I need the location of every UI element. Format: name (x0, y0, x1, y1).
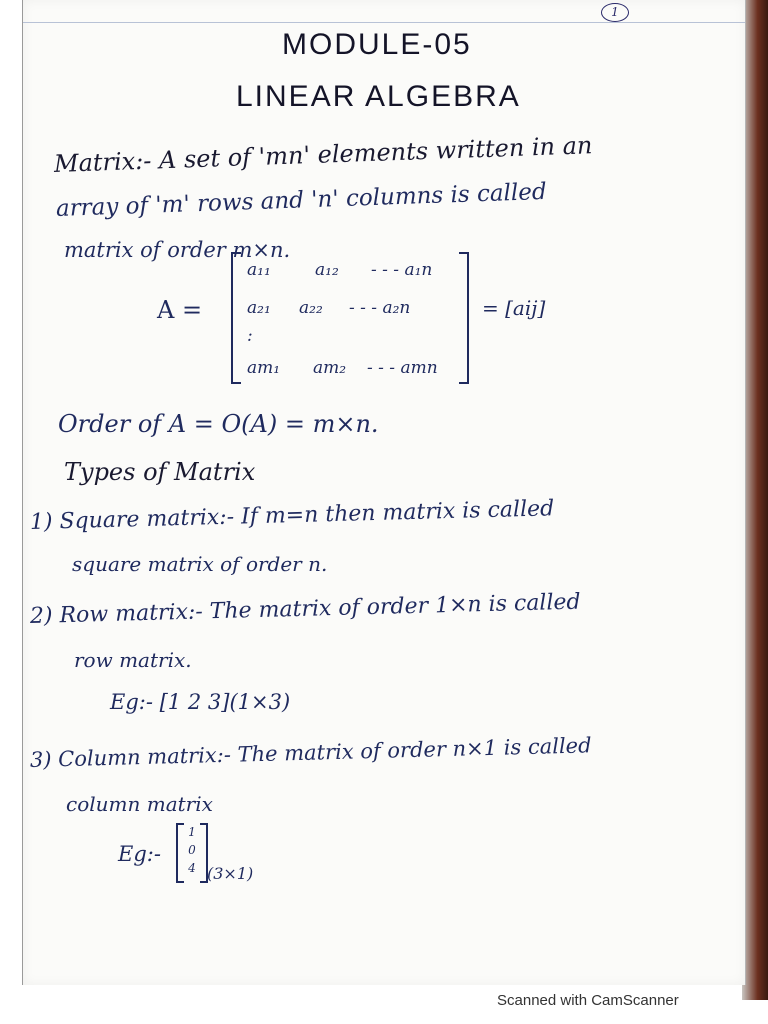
square-matrix-line2: square matrix of order n. (72, 552, 328, 576)
column-vector (176, 823, 208, 883)
matrix-cell: am₂ (313, 358, 347, 378)
column-vector-entry: 0 (188, 843, 196, 857)
matrix-rhs: = [aij] (482, 296, 546, 320)
column-matrix-line1: 3) Column matrix:- The matrix of order n×1 is called (29, 733, 592, 772)
row-matrix-line2: row matrix. (74, 648, 192, 672)
matrix-cell: - - - a₂n (349, 298, 411, 318)
matrix-cell: a₂₂ (299, 298, 323, 318)
page-number: 1 (601, 3, 629, 22)
matrix-cell: a₂₁ (247, 298, 271, 318)
matrix-cell: am₁ (247, 358, 281, 378)
subject-title: LINEAR ALGEBRA (236, 80, 521, 113)
matrix-definition-line2: array of 'm' rows and 'n' columns is called (55, 178, 548, 222)
matrix-cell: - - - a₁n (371, 260, 433, 280)
matrix-lhs: A = (157, 296, 203, 324)
order-statement: Order of A = O(A) = m×n. (58, 410, 379, 438)
column-vector-order: (3×1) (207, 864, 254, 883)
row-matrix-example: Eg:- [1 2 3](1×3) (110, 690, 291, 714)
column-vector-entry: 4 (188, 861, 196, 875)
general-matrix (231, 252, 469, 384)
module-title: MODULE-05 (282, 28, 472, 61)
matrix-cell: - - - amn (367, 358, 438, 378)
types-heading: Types of Matrix (64, 458, 256, 486)
row-matrix-line1: 2) Row matrix:- The matrix of order 1×n is called (29, 589, 581, 629)
column-matrix-eg-label: Eg:- (118, 842, 161, 866)
column-vector-entry: 1 (188, 825, 196, 839)
scanner-watermark: Scanned with CamScanner (497, 992, 679, 1009)
matrix-cell: a₁₂ (315, 260, 339, 280)
matrix-definition-line1: Matrix:- A set of 'mn' elements written in an (53, 131, 593, 178)
square-matrix-line1: 1) Square matrix:- If m=n then matrix is called (29, 496, 555, 535)
matrix-dots: : (247, 326, 253, 346)
matrix-definition-line3: matrix of order m×n. (64, 238, 291, 262)
column-matrix-line2: column matrix (66, 792, 213, 816)
matrix-cell: a₁₁ (247, 260, 271, 280)
